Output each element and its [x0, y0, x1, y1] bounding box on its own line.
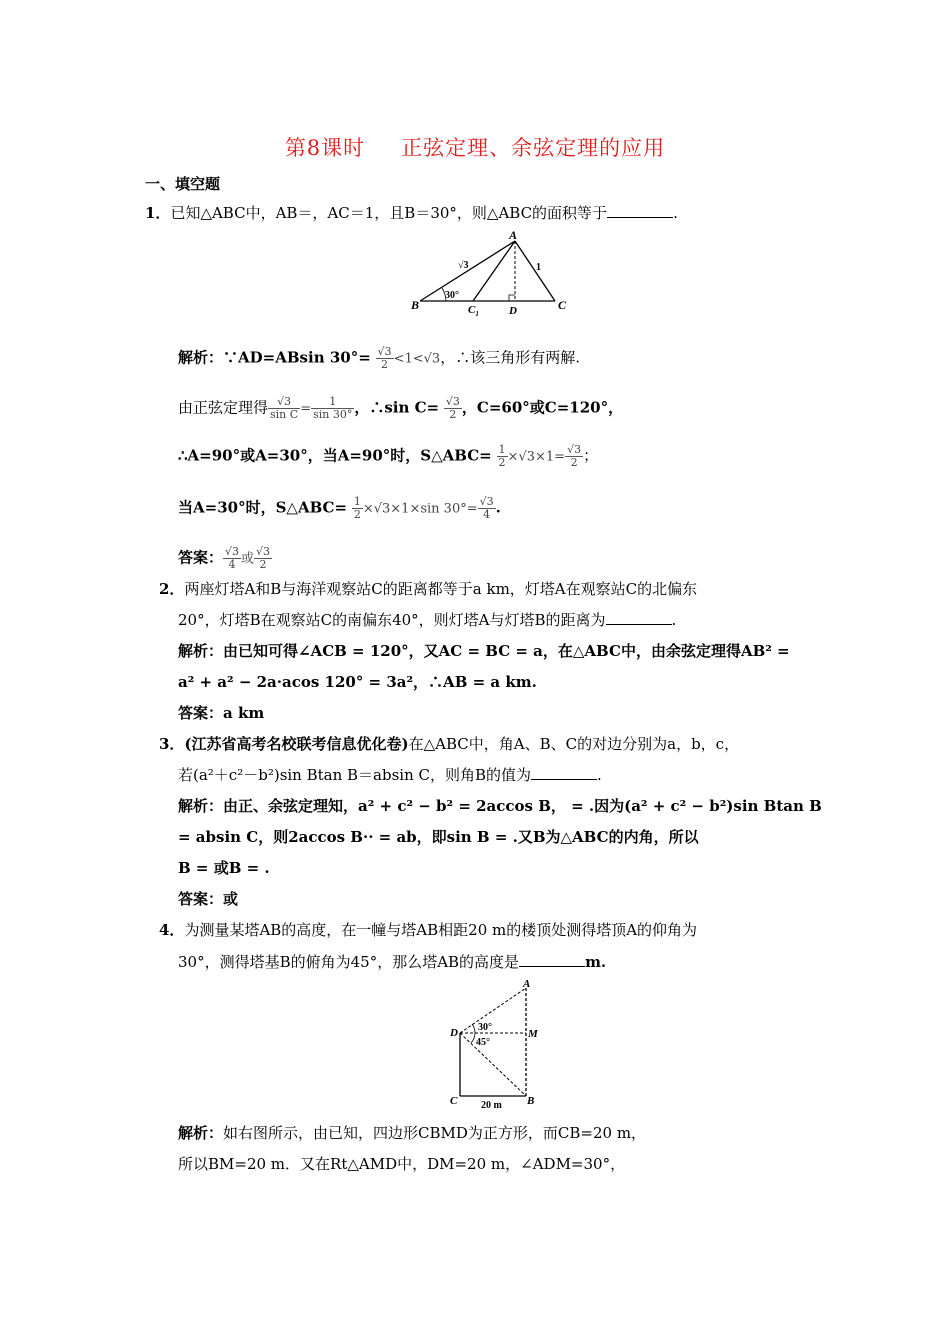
- q3-stem-line-2: [178, 765, 602, 785]
- q4-sight-da: [460, 988, 526, 1033]
- q4-solution-line-2: 所以BM=20 m．又在Rt△AMD中，DM=20 m，∠ADM=30°，: [178, 1155, 626, 1173]
- q1-answer-label: 答案：: [178, 548, 224, 567]
- q4-line2: 30°，测得塔基B的俯角为45°，那么塔AB的高度是: [178, 953, 520, 971]
- q1-number: 1．: [145, 204, 171, 222]
- q1-side-ab: [420, 241, 515, 301]
- q1-right-angle-mark: [509, 295, 515, 301]
- q4-label-b: B: [527, 1095, 535, 1107]
- q1-sol2-fraction-1: $\frac{√3}{\text{sin C}}$: [270, 395, 299, 421]
- q3-solution-line-3: B = 或B = .: [178, 859, 270, 877]
- q4-label-base: 20 m: [481, 1100, 502, 1111]
- q4-line2-end: m.: [585, 953, 607, 971]
- q1-sol3-fraction-2: $\frac{√3}{2}$: [567, 443, 582, 469]
- q4-label-d: D: [450, 1027, 458, 1039]
- q1-solution-line-2: [178, 396, 623, 421]
- q1-sol4-a: 当A=30°时，S△ABC=: [178, 498, 348, 517]
- title-lesson: 第8课时: [284, 136, 366, 160]
- q3-solution-label: 解析：: [178, 797, 224, 815]
- q4-solution-label: 解析：: [178, 1124, 224, 1142]
- section-heading: 一、填空题: [145, 175, 221, 193]
- q1-answer-fraction-1: $\frac{√3}{4}$: [225, 545, 240, 571]
- q3-answer-blank: [531, 765, 597, 780]
- q1-label-ab-length: √3: [458, 260, 469, 271]
- q1-text: 已知△ABC中，AB＝，AC＝1，且B＝30°，则△ABC的面积等于: [170, 204, 608, 222]
- q3-number: 3．: [159, 735, 185, 753]
- title-topic: 正弦定理、余弦定理的应用: [401, 136, 666, 160]
- q4-sol1: 如右图所示，由已知，四边形CBMD为正方形，而CB=20 m，: [223, 1124, 647, 1142]
- page-title: [0, 132, 950, 162]
- q1-label-c: C: [558, 298, 567, 312]
- q2-line2: 20°，灯塔B在观察站C的南偏东40°，则灯塔A与灯塔B的距离为: [178, 611, 606, 629]
- q1-answer-or: 或: [241, 551, 255, 567]
- q1-sol1-b: <1<√3: [393, 351, 441, 367]
- q3-answer-line: [178, 889, 238, 909]
- q2-answer-line: [178, 703, 264, 723]
- q1-solution-line-3: [178, 444, 598, 469]
- q2-answer-label: 答案：: [178, 704, 224, 722]
- q1-sol2-fraction-2: $\frac{1}{\sin 30^\circ}$: [313, 395, 353, 421]
- q1-label-angle: 30°: [445, 290, 459, 301]
- q1-side-ac1: [473, 241, 515, 301]
- q1-end: .: [673, 204, 678, 222]
- q1-sol4-fraction-2: $\frac{√3}{4}$: [479, 495, 494, 521]
- q1-solution-line-4: [178, 496, 501, 521]
- q4-solution-line-1: [178, 1123, 646, 1143]
- q1-sol1-c: ，∴该三角形有两解.: [440, 348, 580, 367]
- q4-line1: 为测量某塔AB的高度，在一幢与塔AB相距20 m的楼顶处测得塔顶A的仰角为: [184, 921, 698, 939]
- q2-line1: 两座灯塔A和B与海洋观察站C的距离都等于a km，灯塔A在观察站C的北偏东: [184, 580, 698, 598]
- q3-solution-line-1: [178, 796, 822, 816]
- q4-label-c: C: [450, 1095, 458, 1107]
- q1-stem: [145, 203, 678, 223]
- q4-number: 4．: [159, 921, 185, 939]
- q3-answer: 或: [223, 890, 239, 908]
- q1-sol1-fraction: $\frac{√3}{2}$: [377, 345, 392, 371]
- q2-solution-label: 解析：: [178, 642, 224, 660]
- q4-label-30: 30°: [478, 1022, 492, 1033]
- q2-answer: a km: [223, 704, 265, 722]
- q3-solution-line-2: = absin C，则2accos B·· = ab，即sin B = .又B为△ABC的内角，所以: [178, 828, 699, 846]
- q1-solution-label: 解析：: [178, 348, 224, 367]
- q1-sol4-end: .: [495, 498, 501, 517]
- q4-sight-db: [460, 1033, 526, 1096]
- q2-line2-end: .: [671, 611, 677, 629]
- q1-sol4-fraction-1: $\frac{1}{2}$: [353, 495, 361, 521]
- q4-label-45: 45°: [476, 1037, 490, 1048]
- q1-answer-fraction-2: $\frac{√3}{2}$: [256, 545, 271, 571]
- q2-stem-line-2: [178, 610, 676, 630]
- q4-stem-line-2: [178, 952, 606, 972]
- q1-sol2-a: 由正弦定理得: [178, 398, 269, 417]
- q1-sol3-a: ∴A=90°或A=30°，当A=90°时，S△ABC=: [178, 446, 492, 465]
- q4-tower-figure: [445, 978, 545, 1113]
- q3-line2-end: .: [597, 766, 602, 784]
- q3-sol1: 由正、余弦定理知，a² + c² − b² = 2accos B， = .因为(a² + c² − b²)sin Btan B: [223, 797, 822, 815]
- q1-solution-line-1: [178, 346, 580, 371]
- q1-label-b: B: [411, 298, 420, 312]
- q1-answer-line: [178, 546, 272, 571]
- q1-answer-blank: [607, 203, 673, 218]
- q4-angle-arc-45: [471, 1033, 475, 1043]
- q2-solution-line-2: a² + a² − 2a·acos 120° = 3a²，∴AB = a km.: [178, 673, 537, 691]
- q1-sol2-c: ，C=60°或C=120°，: [461, 398, 624, 417]
- q2-number: 2．: [159, 580, 185, 598]
- q1-sol3-fraction-1: $\frac{1}{2}$: [498, 443, 506, 469]
- q1-side-ac: [515, 241, 555, 301]
- q1-label-c1: $C_1$: [468, 304, 479, 318]
- q1-sol4-mid: ×√3×1×sin 30°=: [362, 501, 478, 517]
- q2-solution-line-1: [178, 641, 790, 661]
- q1-label-a: A: [509, 228, 518, 242]
- q4-stem-line-1: [159, 920, 697, 940]
- q3-answer-label: 答案：: [178, 890, 224, 908]
- q2-sol1: 由已知可得∠ACB = 120°，又AC = BC = a，在△ABC中，由余弦定理得AB² =: [223, 642, 790, 660]
- q4-label-m: M: [528, 1028, 538, 1040]
- q1-label-d: D: [509, 305, 517, 317]
- q3-source: (江苏省高考名校联考信息优化卷): [184, 735, 409, 753]
- q3-line1: 在△ABC中，角A、B、C的对边分别为a，b，c，: [408, 735, 740, 753]
- q2-answer-blank: [606, 610, 672, 625]
- q1-sol3-end: ；: [583, 446, 599, 465]
- q1-sol2-fraction-3: $\frac{√3}{2}$: [445, 395, 460, 421]
- q1-triangle-figure: [410, 228, 580, 320]
- q1-sol2-equals: =: [300, 401, 312, 417]
- q4-label-a: A: [523, 978, 531, 990]
- q4-angle-arc-30: [472, 1024, 475, 1033]
- q3-stem-line-1: [159, 734, 739, 754]
- q2-stem-line-1: [159, 579, 697, 599]
- q1-sol2-b: ，∴sin C=: [354, 398, 440, 417]
- q3-line2: 若(a²＋c²－b²)sin Btan B＝absin C，则角B的值为: [178, 766, 532, 784]
- q1-label-ac-length: 1: [536, 262, 541, 273]
- q1-sol1-a: ∵AD=ABsin 30°=: [223, 348, 371, 367]
- q4-answer-blank: [519, 952, 585, 967]
- q1-sol3-mid: ×√3×1=: [507, 449, 566, 465]
